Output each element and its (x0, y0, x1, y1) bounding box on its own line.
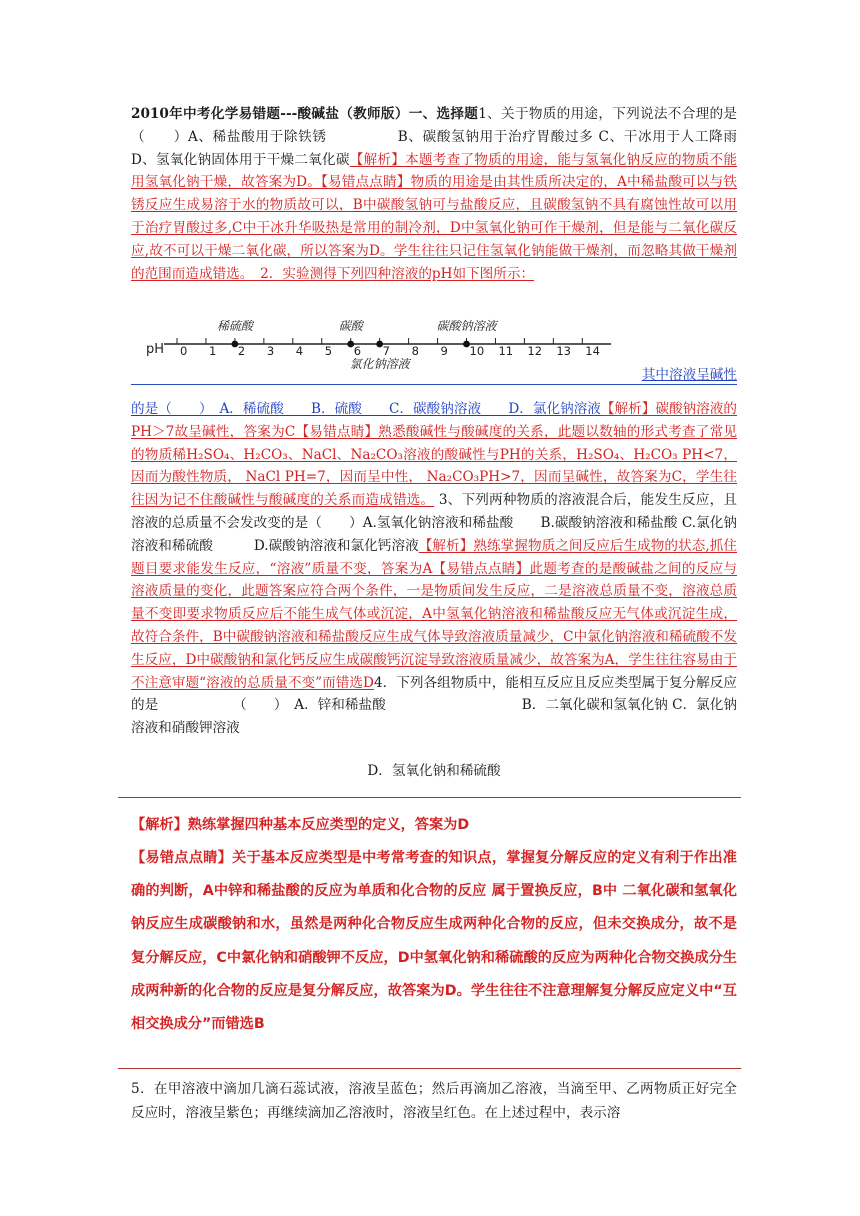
ph-point-marker (347, 341, 354, 348)
ph-tick-label: 6 (353, 344, 362, 358)
ph-point-label: 稀硫酸 (216, 319, 253, 333)
ph-point-marker (376, 341, 383, 348)
ph-tick-label: 3 (266, 344, 275, 358)
ph-point-label: 碳酸 (338, 319, 363, 333)
document-title: 2010年中考化学易错题---酸碱盐（教师版） (131, 106, 409, 122)
ph-tick-label: 4 (295, 344, 304, 358)
ph-tick-label: 0 (180, 344, 188, 358)
question-2-stem: 2．实验测得下列四种溶液的pH如下图所示： (260, 265, 535, 282)
ph-point-marker (463, 341, 470, 348)
ph-tick-label: 2 (237, 344, 246, 358)
ph-point-label: 碳酸钠溶液 (436, 319, 497, 333)
ph-tick-label: 5 (324, 344, 333, 358)
question-2-3-block (131, 398, 737, 740)
ph-tick-label: 11 (498, 344, 514, 358)
question-1-block (131, 103, 805, 285)
question-3-stem: 3、下列两种物质的溶液混合后，能发生反应，且溶液的总质量不会发改变的是（ ）A.氢氧化钠溶液和稀盐酸 B.碳酸钠溶液和稀盐酸 C.氯化钠溶液和稀硫酸 D.碳酸钠溶液和氯化钙溶液 (131, 492, 737, 554)
question-5-stem: 5．在甲溶液中滴加几滴石蕊试液，溶液呈蓝色；然后再滴加乙溶液，当滴至甲、乙两物质正好完全反应时，溶液呈紫色；再继续滴加乙溶液时，溶液呈红色。在上述过程中，表示溶 (131, 1081, 737, 1121)
ph-tick-label: 10 (469, 344, 485, 358)
section-heading: 一、选择题 (408, 106, 479, 122)
ph-tick-label: 9 (440, 344, 448, 358)
question-2-stem-tail: 其中溶液呈碱性 (641, 367, 737, 383)
question-4-option-d: D．氢氧化钠和稀硫酸 (367, 763, 501, 779)
question-1-analysis: 【解析】本题考查了物质的用途，能与氢氧化钠反应的物质不能用氢氧化钠干燥，故答案为D。【易错点点睛】物质的用途是由其性质所决定的，A中稀盐酸可以与铁锈反应生成易溶于水的物质故可以，B中碳酸氢钠可与盐酸反应，且碳酸氢钠不具有腐蚀性故可以用于治疗胃酸过多,C中干冰升华吸热是常用的制冷剂，D中氢氧化钠可作干燥剂，但是能与二氧化碳反应,故不可以干燥二氧化碳，所以答案为D。学生往往只记住氢氧化钠能做干燥剂，而忽略其做干燥剂的范围而造成错选。 (131, 151, 737, 282)
question-2-options: 的是（ ） A．稀硫酸 B．硫酸 C．碳酸钠溶液 D．氯化钠溶液 (131, 401, 601, 417)
question-1-stem: 1、关于物质的用途，下列说法不合理的是（ ）A、稀盐酸用于除铁锈 B、碳酸氢钠用于治疗胃酸过多 C、干冰用于人工降雨 D、氢氧化钠固体用于干燥二氧化碳 (131, 106, 805, 168)
ph-tick-label: 12 (527, 344, 543, 358)
question-4-analysis-2: 【易错点点睛】关于基本反应类型是中考常考查的知识点，掌握复分解反应的定义有利于作出准确的判断，A中锌和稀盐酸的反应为单质和化合物的反应 属于置换反应，B中 二氧化碳和氢氧化钠反应生成碳酸钠和水，虽然是两种化合物反应生成两种化合物的反应，但未交换成分，故不是复分解反应，C中氯化钠和硝酸钾不反应，D中氢氧化钠和稀硫酸的反应为两种化合物交换成分生成两种新的化合物的反应是复分解反应，故答案为D。学生往往不注意理解复分解反应定义中“互相交换成分”而错选B (131, 850, 737, 1033)
ph-tick-label: 13 (556, 344, 571, 358)
ph-point-label: 氯化钠溶液 (349, 357, 410, 371)
ph-point-marker (232, 341, 239, 348)
question-4-stem: 4．下列各组物质中，能相互反应且反应类型属于复分解反应的是 （ ） A．锌和稀盐酸 B．二氧化碳和氢氧化钠 C．氯化钠溶液和硝酸钾溶液 (131, 674, 738, 737)
ph-tick-label: 7 (382, 344, 390, 358)
question-4-analysis-1: 【解析】熟练掌握四种基本反应类型的定义，答案为D (131, 817, 470, 833)
ph-tick-label: 8 (411, 344, 419, 358)
ph-axis-label: pH (146, 342, 165, 357)
ph-tick-label: 1 (208, 344, 217, 358)
question-3-analysis: 【解析】熟练掌握物质之间反应后生成物的状态,抓住题目要求能发生反应，“溶液”质量不变，答案为A【易错点点睛】此题考查的是酸碱盐之间的反应与溶液质量的变化，此题答案应符合两个条件，一是物质间发生反应，二是溶液总质量不变，溶液总质量不变即要求物质反应后不能生成气体或沉淀，A中氢氧化钠溶液和稀盐酸反应无气体或沉淀生成，故符合条件，B中碳酸钠溶液和稀盐酸反应生成气体导致溶液质量减少，C中氯化钠溶液和稀硫酸不发生反应，D中碳酸钠和氯化钙反应生成碳酸钙沉淀导致溶液质量减少，故答案为A，学生往往容易由于不注意审题“溶液的总质量不变”而错选D (131, 537, 737, 691)
question-2-analysis: 【解析】碳酸钠溶液的PH＞7故呈碱性，答案为C【易错点睛】熟悉酸碱性与酸碱度的关系，此题以数轴的形式考查了常见的物质稀H₂SO₄、H₂CO₃、NaCl、Na₂CO₃溶液的酸碱性与PH的关系，H₂SO₄、H₂CO₃ PH<7，因而为酸性物质， NaCl PH=7，因而呈中性， Na₂CO₃PH>7，因而呈碱性，故答案为C，学生往往因为记不住酸碱性与酸碱度的关系而造成错选。 (131, 401, 737, 509)
ph-tick-label: 14 (585, 344, 600, 358)
